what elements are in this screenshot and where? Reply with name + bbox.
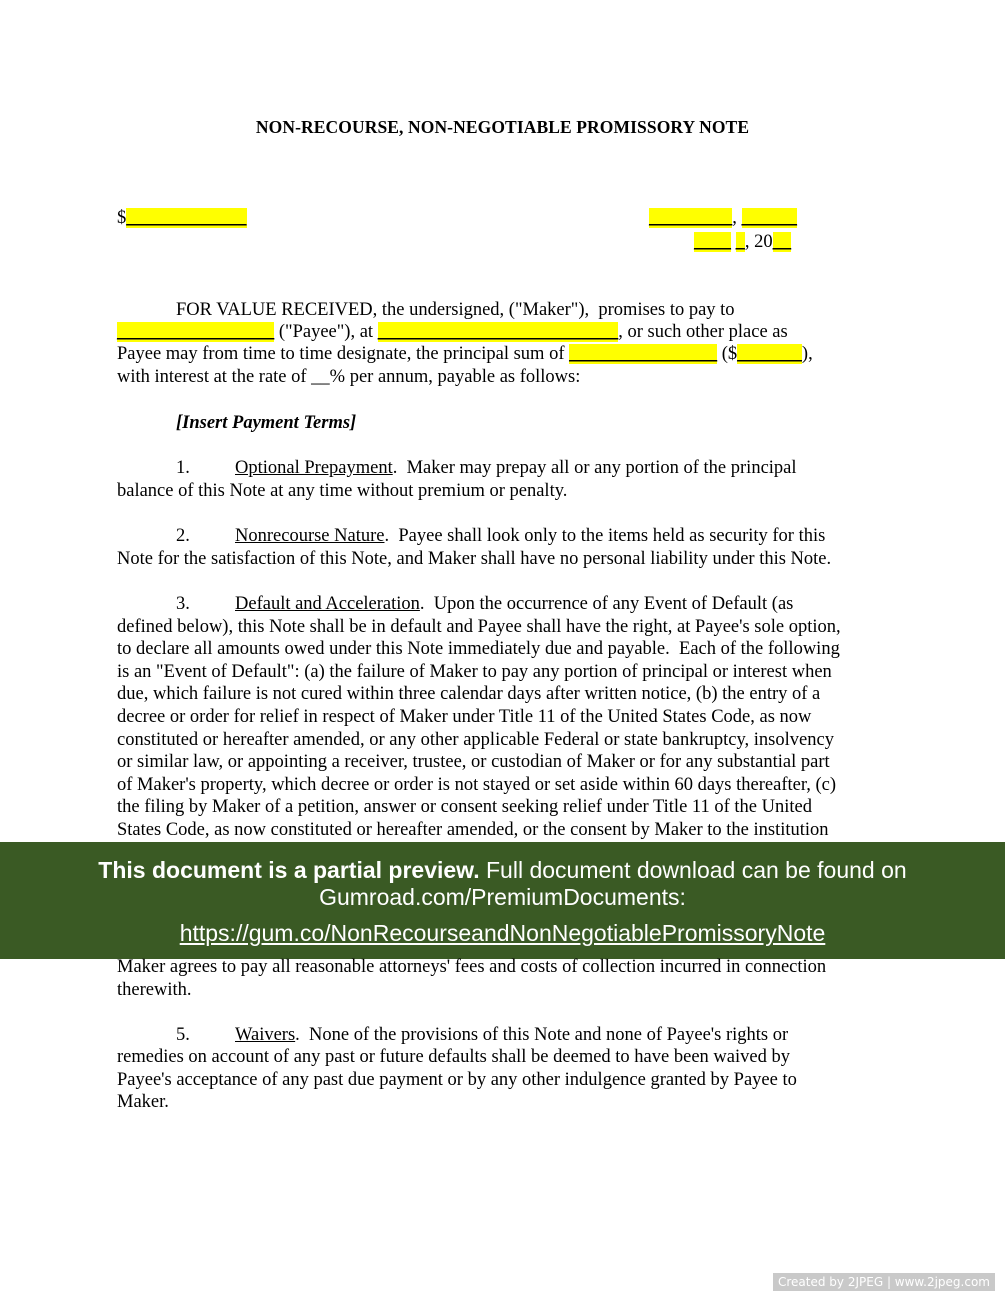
document-title: NON-RECOURSE, NON-NEGOTIABLE PROMISSORY NOTE	[255, 117, 750, 137]
section-4-line-2: therewith.	[117, 980, 192, 1000]
month-blank: ____	[694, 232, 731, 252]
date-line	[694, 231, 791, 253]
payee-blank: _________________	[117, 322, 275, 342]
year-blank: __	[772, 232, 792, 252]
intro-line-1: FOR VALUE RECEIVED, the undersigned, ("Maker"), promises to pay to	[176, 300, 735, 320]
section-3-number: 3.	[176, 594, 190, 614]
section-1-line-1	[235, 457, 797, 479]
section-2-text: . Payee shall look only to the items held as security for this	[384, 526, 826, 546]
section-1-line-2: balance of this Note at any time without premium or penalty.	[117, 481, 568, 501]
section-5-line: Maker.	[117, 1092, 169, 1112]
section-3-line: States Code, as now constituted or hereafter amended, or the consent by Maker to the institution	[117, 820, 829, 840]
section-2-line-1	[235, 525, 825, 547]
section-3-line: the filing by Maker of a petition, answer or consent seeking relief under Title 11 of the United	[117, 797, 812, 817]
comma: ,	[732, 208, 742, 228]
section-3-line: defined below), this Note shall be in default and Payee shall have the right, at Payee's sole option,	[117, 617, 841, 637]
section-5-heading: Waivers	[235, 1025, 296, 1045]
section-1-number: 1.	[176, 458, 190, 478]
section-3-heading: Default and Acceleration	[235, 594, 420, 614]
intro-line-4: with interest at the rate of __% per annum, payable as follows:	[117, 367, 581, 387]
section-3-line: of Maker's property, which decree or order is not stayed or set aside within 60 days thereafter, (c)	[117, 775, 837, 795]
section-5-text: . None of the provisions of this Note and none of Payee's rights or	[295, 1025, 789, 1045]
section-5-line: Payee's acceptance of any past due payment or by any other indulgence granted by Payee to	[117, 1070, 797, 1090]
section-3-line: to declare all amounts owed under this Note immediately due and payable. Each of the following	[117, 639, 840, 659]
section-3-line: decree or order for relief in respect of Maker under Title 11 of the United States Code, as now	[117, 707, 812, 727]
address-blank: __________________________	[377, 322, 619, 342]
section-5-number: 5.	[176, 1025, 190, 1045]
section-1-heading: Optional Prepayment	[235, 458, 393, 478]
banner-bold-text: This document is a partial preview.	[98, 857, 480, 883]
banner-line-1	[0, 857, 1005, 884]
sum-words-blank: ________________	[569, 344, 718, 364]
section-3-line: constituted or hereafter amended, or any other applicable Federal or state bankruptcy, insolvency	[117, 730, 834, 750]
year-prefix: , 20	[744, 232, 773, 252]
banner-download-link[interactable]: https://gum.co/NonRecourseandNonNegotiablePromissoryNote	[179, 920, 826, 946]
banner-text-2: Gumroad.com/PremiumDocuments:	[319, 884, 686, 910]
sum-close: ),	[801, 344, 813, 364]
section-3-line: or similar law, or appointing a receiver, trustee, or custodian of Maker or for any substantial part	[117, 752, 830, 772]
payee-at: ("Payee"), at	[274, 322, 378, 342]
preview-banner	[0, 842, 1005, 959]
section-3-line-1	[235, 593, 793, 615]
section-4-line-1: Maker agrees to pay all reasonable attorneys' fees and costs of collection incurred in connection	[117, 957, 827, 977]
amount-line	[117, 207, 247, 229]
section-5-line-1	[235, 1024, 788, 1046]
sum-number-blank: _______	[737, 344, 802, 364]
section-3-line: is an "Event of Default": (a) the failure of Maker to pay any portion of principal or interest when	[117, 662, 832, 682]
section-2-heading: Nonrecourse Nature	[235, 526, 385, 546]
day-blank: _	[735, 232, 745, 252]
section-3-text: . Upon the occurrence of any Event of Default (as	[419, 594, 794, 614]
section-1-text: . Maker may prepay all or any portion of the principal	[392, 458, 797, 478]
section-2-line-2: Note for the satisfaction of this Note, and Maker shall have no personal liability under this Note.	[117, 549, 832, 569]
location-line	[649, 207, 797, 229]
principal-text: Payee may from time to time designate, the principal sum of	[117, 344, 570, 364]
city-blank: _________	[649, 208, 733, 228]
sum-paren: ($	[717, 344, 738, 364]
intro-line-2	[117, 321, 788, 343]
place-as: , or such other place as	[618, 322, 788, 342]
section-3-line: due, which failure is not cured within three calendar days after written notice, (b) the entry of a	[117, 684, 821, 704]
state-blank: ______	[741, 208, 797, 228]
intro-line-3	[117, 343, 813, 365]
payment-terms-placeholder: [Insert Payment Terms]	[176, 413, 357, 433]
section-2-number: 2.	[176, 526, 190, 546]
watermark-badge: Created by 2JPEG | www.2jpeg.com	[773, 1273, 995, 1291]
dollar-sign: $	[117, 208, 127, 228]
section-5-line: remedies on account of any past or future defaults shall be deemed to have been waived by	[117, 1047, 790, 1067]
amount-blank: _____________	[126, 208, 247, 228]
banner-text-1: Full document download can be found on	[479, 857, 907, 883]
